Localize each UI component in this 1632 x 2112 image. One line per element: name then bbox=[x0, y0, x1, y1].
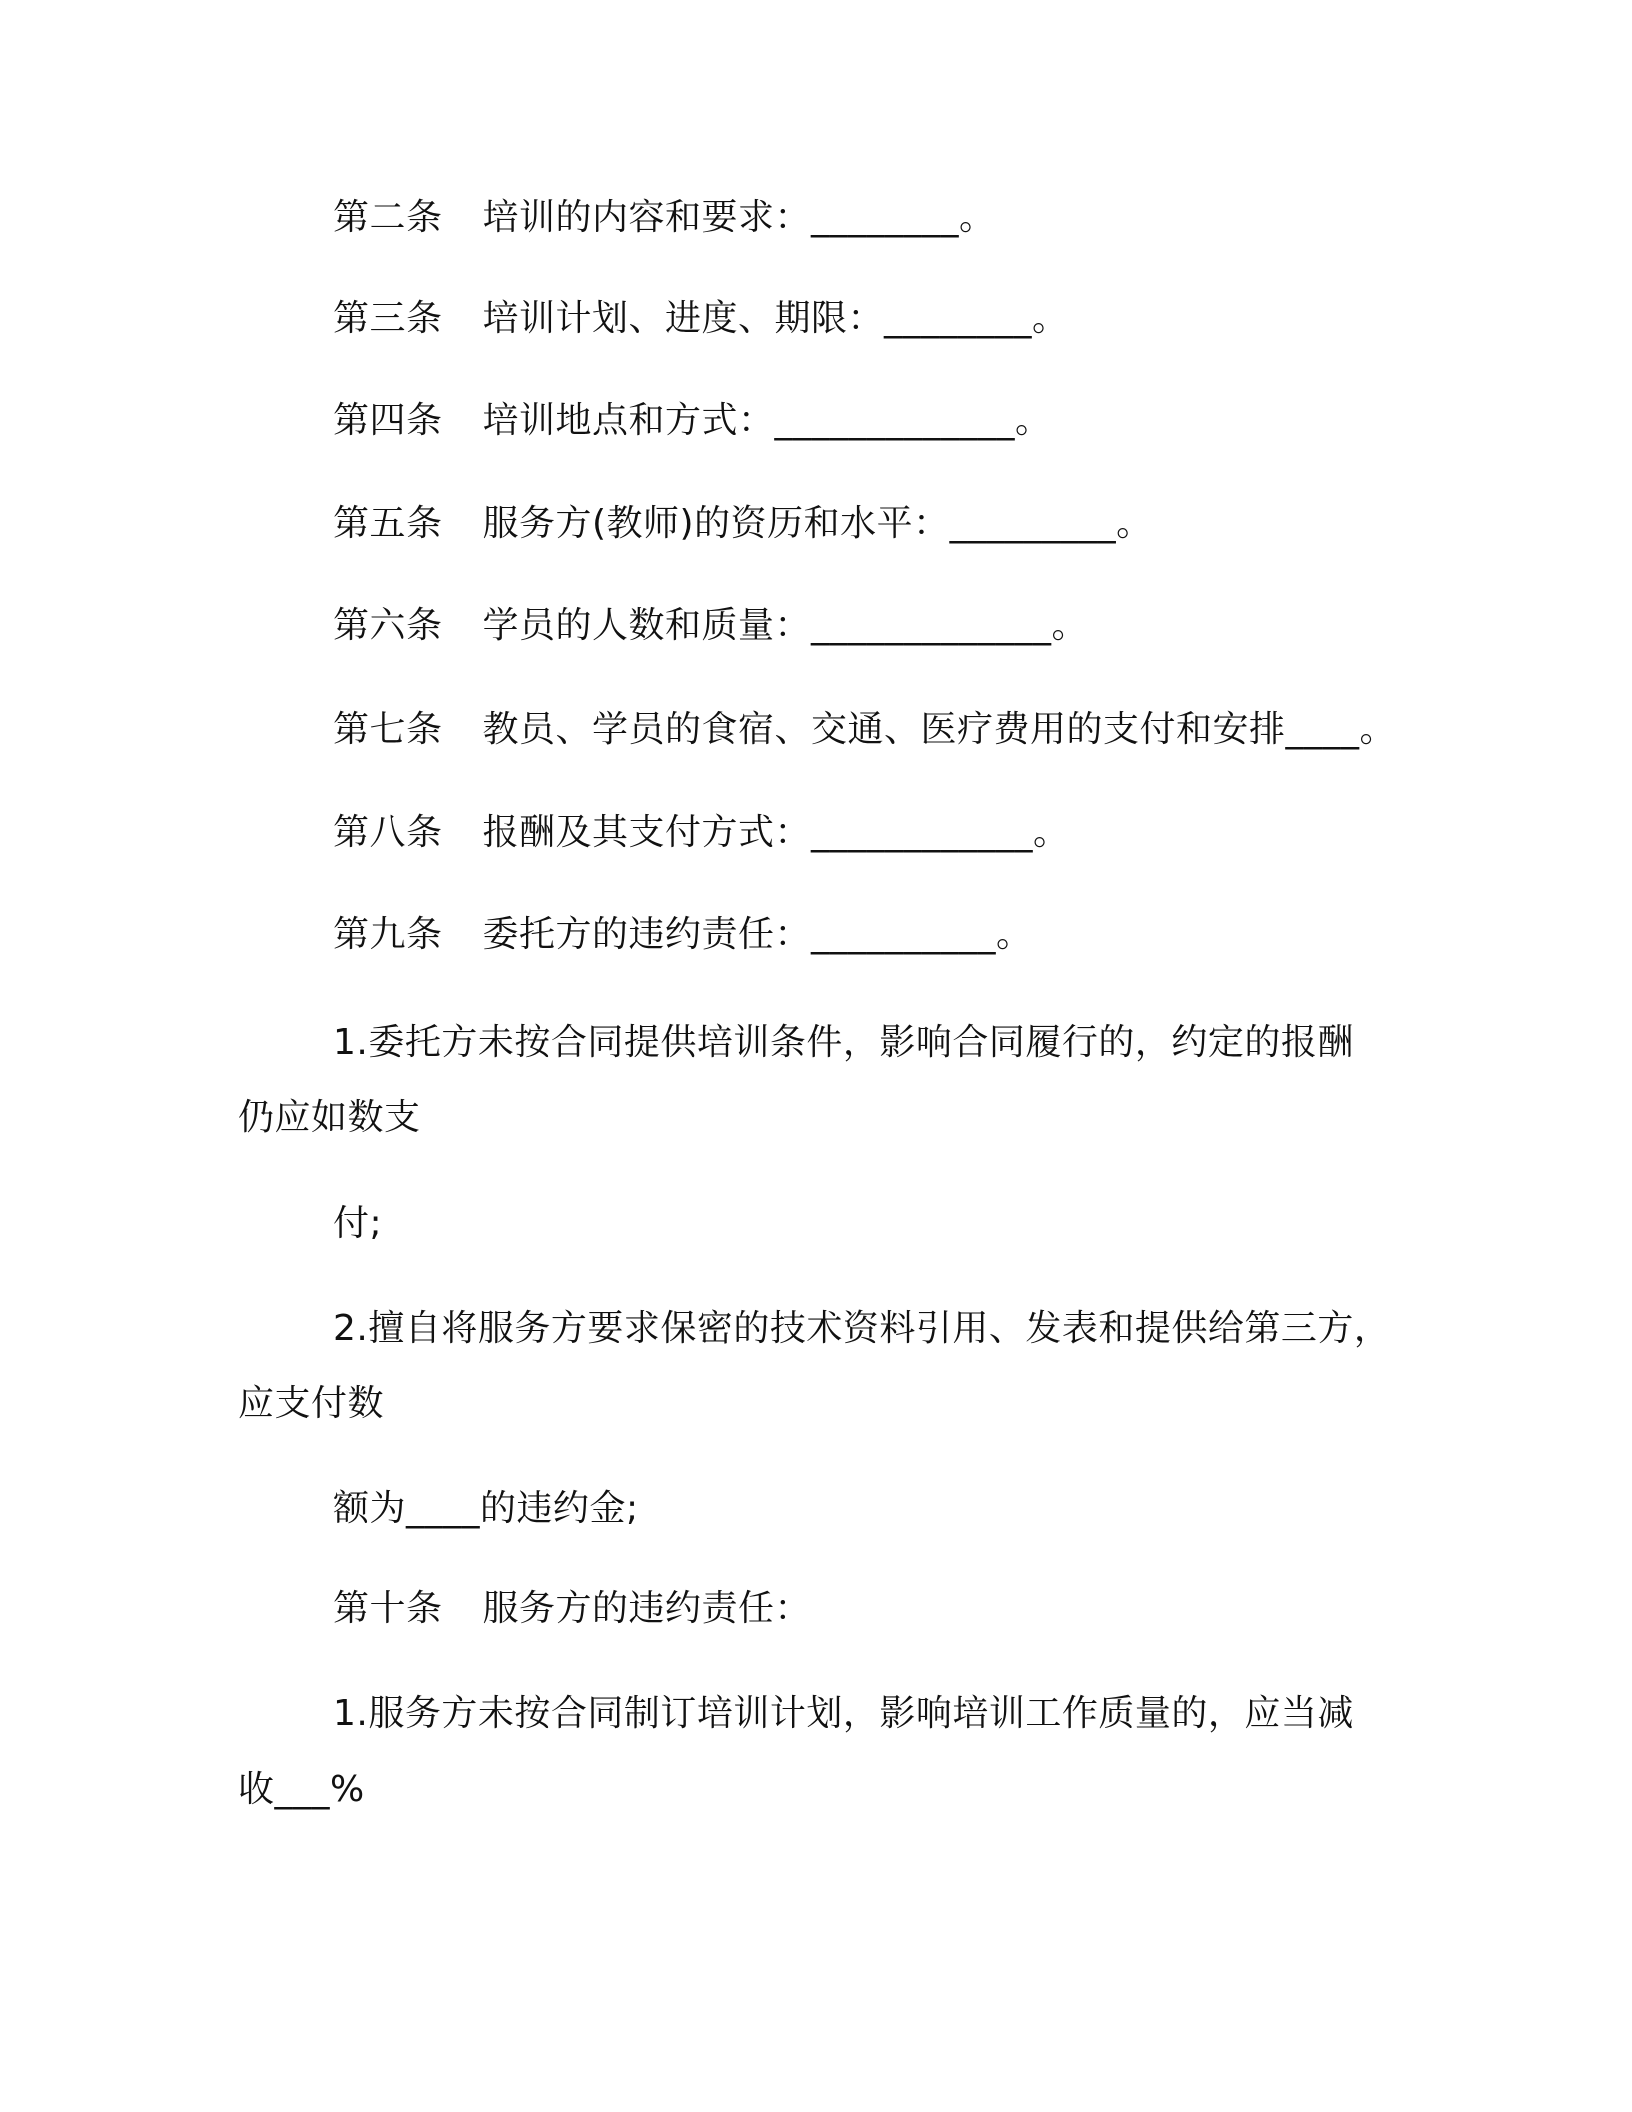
article-number: 第十条 bbox=[333, 1588, 443, 1629]
clause10-item1-line1: 1.服务方未按合同制订培训计划，影响培训工作质量的，应当减 bbox=[333, 1693, 1354, 1734]
article-text: 培训计划、进度、期限：________。 bbox=[482, 298, 1069, 339]
article-6 bbox=[333, 602, 1088, 650]
article-text: 学员的人数和质量：_____________。 bbox=[482, 605, 1089, 646]
article-text: 培训地点和方式：_____________。 bbox=[482, 400, 1052, 441]
clause9-item2-line1: 2.擅自将服务方要求保密的技术资料引用、发表和提供给第三方， bbox=[333, 1308, 1391, 1349]
article-text: 培训的内容和要求：________。 bbox=[482, 197, 996, 238]
article-3 bbox=[333, 295, 1069, 343]
article-number: 第六条 bbox=[333, 605, 443, 646]
article-text: 报酬及其支付方式：____________。 bbox=[482, 812, 1070, 853]
article-5 bbox=[333, 500, 1153, 548]
clause9-item1-line2: 仍应如数支 bbox=[238, 1097, 421, 1138]
article-4 bbox=[333, 397, 1052, 445]
article-2 bbox=[333, 194, 996, 242]
article-text: 委托方的违约责任：__________。 bbox=[482, 914, 1033, 955]
article-8 bbox=[333, 809, 1070, 857]
article-text: 教员、学员的食宿、交通、医疗费用的支付和安排____。 bbox=[482, 709, 1397, 750]
clause9-item2-line3: 额为____的违约金; bbox=[333, 1488, 639, 1529]
article-number: 第四条 bbox=[333, 400, 443, 441]
article-number: 第五条 bbox=[333, 503, 443, 544]
clause9-item1-line1: 1.委托方未按合同提供培训条件，影响合同履行的，约定的报酬 bbox=[333, 1022, 1354, 1063]
article-number: 第二条 bbox=[333, 197, 443, 238]
article-number: 第八条 bbox=[333, 812, 443, 853]
article-7 bbox=[333, 706, 1396, 754]
article-text: 服务方(教师)的资历和水平：_________。 bbox=[482, 503, 1153, 544]
clause9-item2-line2: 应支付数 bbox=[238, 1383, 385, 1424]
article-number: 第九条 bbox=[333, 914, 443, 955]
article-number: 第三条 bbox=[333, 298, 443, 339]
article-10 bbox=[333, 1585, 811, 1633]
clause9-item1-line3: 付; bbox=[333, 1203, 383, 1244]
article-text: 服务方的违约责任： bbox=[482, 1588, 812, 1629]
article-number: 第七条 bbox=[333, 709, 443, 750]
clause10-item1-line2: 收___% bbox=[238, 1769, 365, 1810]
article-9 bbox=[333, 911, 1033, 959]
